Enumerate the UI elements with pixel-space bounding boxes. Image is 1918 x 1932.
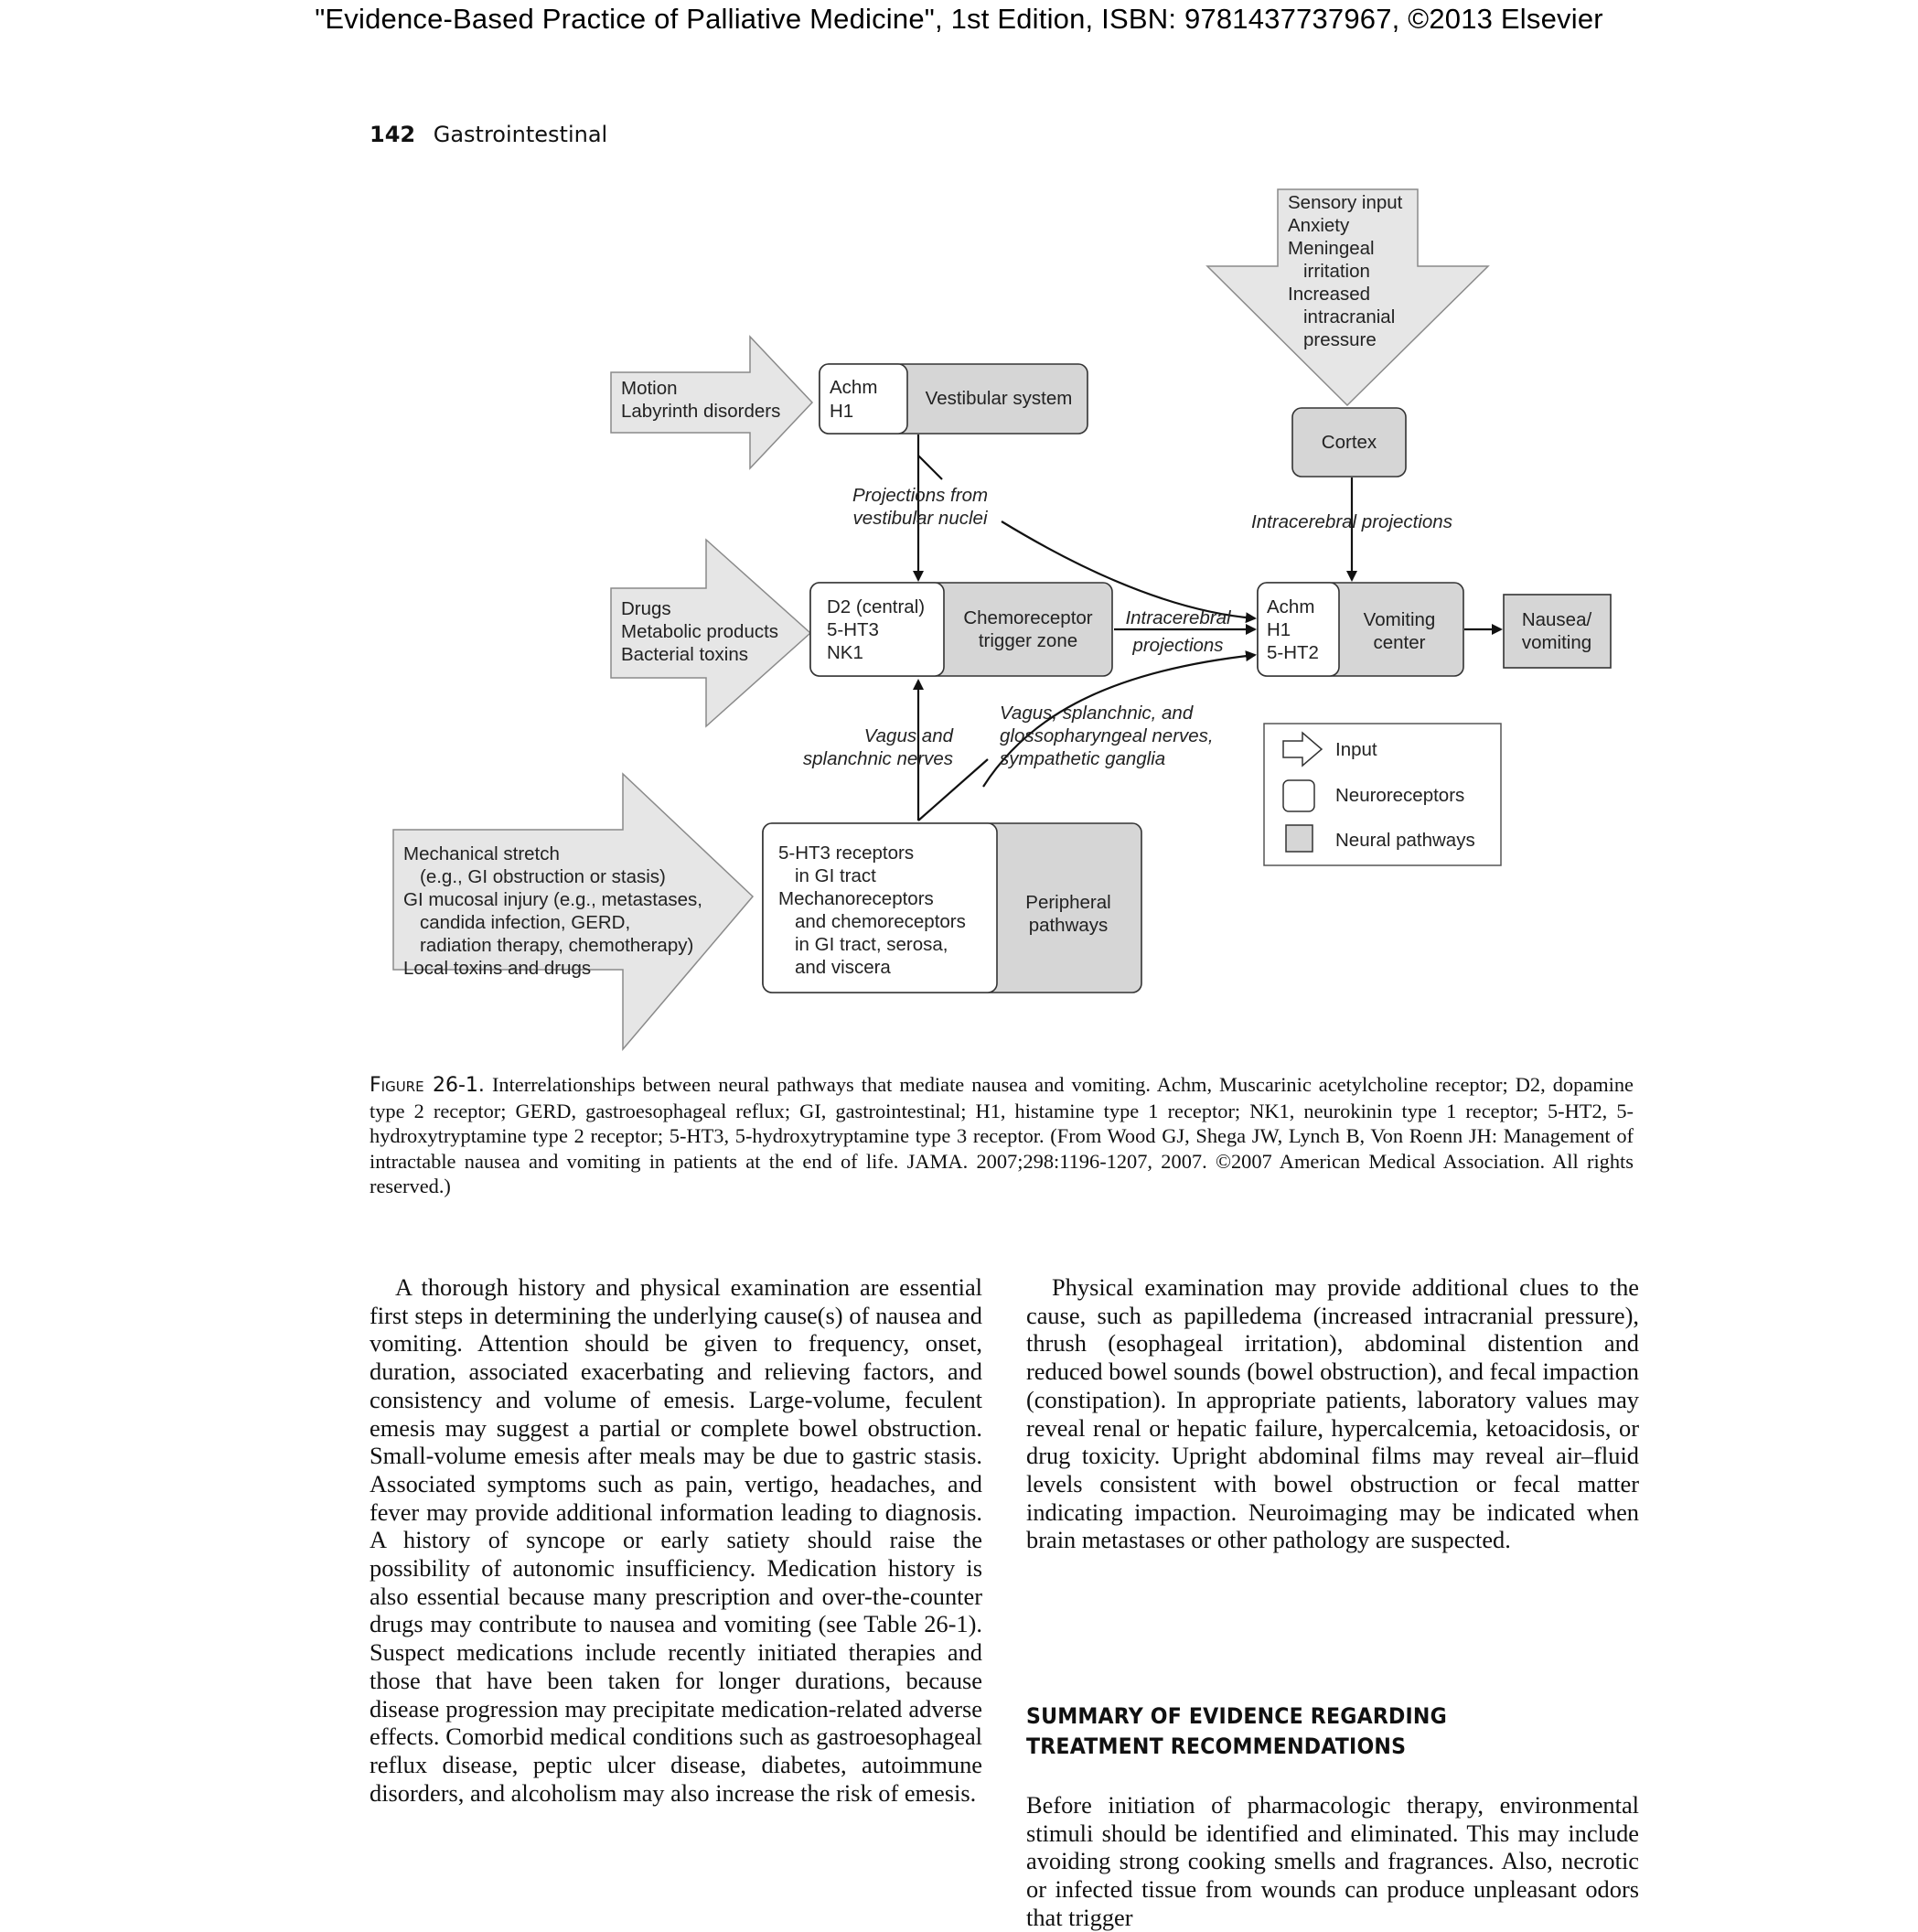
label-intracerebral-mid: projections: [1132, 635, 1224, 656]
input-peripheral-line: Local toxins and drugs: [403, 958, 592, 979]
input-ctz-line: Drugs: [621, 598, 671, 619]
peripheral-pathway-label: Peripheral: [1025, 892, 1111, 913]
cortex-label: Cortex: [1321, 432, 1377, 453]
input-peripheral-line: GI mucosal injury (e.g., metastases,: [403, 889, 702, 910]
peripheral-receptor: in GI tract: [795, 865, 876, 886]
paragraph: Before initiation of pharmacologic therapy, environmental stimuli should be identified and eliminated. This may include avoiding strong cooking smells and fragrances. Also, necrotic or infected tissue from wounds can produce unpleasant odors that trigger: [1026, 1791, 1639, 1931]
input-ctz-line: Metabolic products: [621, 621, 779, 642]
input-cortex-line: Increased: [1288, 284, 1371, 305]
paragraph: Physical examination may provide additional clues to the cause, such as papilledema (increased intracranial pressure), thrush (esophageal irritation), abdominal distention and reduced bowel sounds (bowel obstruction), and fecal impaction (constipation). In appropriate patients, laboratory values may reveal renal or hepatic failure, hypercalcemia, ketoacidosis, or drug toxicity. Upright abdominal films may reveal air–fluid levels consistent with bowel obstruction or fecal matter indicating impaction. Neuroimaging may be indicated when brain metastases or other pathology are suspected.: [1026, 1273, 1639, 1554]
watermark: "Evidence-Based Practice of Palliative Medicine", 1st Edition, ISBN: 9781437737967, ©2013 Elsevier: [315, 3, 1603, 35]
label-vagus-glosso: sympathetic ganglia: [1000, 748, 1166, 769]
input-peripheral-line: radiation therapy, chemotherapy): [420, 935, 694, 956]
ctz-receptor: D2 (central): [827, 596, 926, 617]
input-cortex-line: Meningeal: [1288, 238, 1375, 259]
legend-input-label: Input: [1335, 739, 1377, 760]
body-right-column-continued: [1026, 1791, 1639, 1932]
vc-pathway-label: Vomiting: [1363, 609, 1436, 630]
vc-pathway-label: center: [1373, 632, 1426, 653]
label-intracerebral-top: Intracerebral projections: [1251, 511, 1452, 532]
peripheral-receptor: and chemoreceptors: [795, 911, 966, 932]
node-chemoreceptor-trigger-zone: [810, 583, 1112, 676]
input-cortex-line: pressure: [1303, 329, 1377, 350]
ctz-receptor: 5-HT3: [827, 619, 879, 640]
legend-neural-pathways-label: Neural pathways: [1335, 830, 1475, 851]
caption-label: Figure 26-1.: [370, 1074, 485, 1097]
output-label: vomiting: [1521, 632, 1592, 653]
section-heading: SUMMARY OF EVIDENCE REGARDING TREATMENT RECOMMENDATIONS: [1026, 1703, 1447, 1759]
ctz-receptor: NK1: [827, 642, 863, 663]
caption-text: Interrelationships between neural pathways that mediate nausea and vomiting. Achm, Muscarinic acetylcholine receptor; D2, dopamine type 2 receptor; GERD, gastroesophageal reflux; GI, gastrointestinal; H1, histamine type 1 receptor; NK1, neurokinin type 1 receptor; 5-HT2, 5-hydroxytryptamine type 2 receptor; 5-HT3, 5-hydroxytryptamine type 3 receptor. (From Wood GJ, Shega JW, Lynch B, Von Roenn JH: Management of intractable nausea and vomiting in patients at the end of life. JAMA. 2007;298:1196-1207, 2007. ©2007 American Medical Association. All rights reserved.): [370, 1073, 1634, 1197]
input-cortex-line: Sensory input: [1288, 192, 1403, 213]
vestibular-receptor: H1: [830, 401, 854, 422]
section-name: Gastrointestinal: [433, 122, 608, 147]
label-intracerebral-mid: Intracerebral: [1125, 607, 1231, 628]
label-vagus-glosso: glossopharyngeal nerves,: [1000, 725, 1214, 746]
legend: [1264, 724, 1501, 865]
node-peripheral-pathways: [763, 823, 1141, 993]
vestibular-receptor: Achm: [830, 377, 878, 398]
legend-neural-pathways-swatch: [1286, 825, 1313, 852]
label-projections-vestibular: vestibular nuclei: [852, 508, 988, 529]
peripheral-receptor: 5-HT3 receptors: [778, 843, 915, 864]
input-peripheral-line: Mechanical stretch: [403, 843, 560, 864]
peripheral-receptor: and viscera: [795, 957, 891, 978]
node-cortex: [1292, 408, 1406, 477]
output-label: Nausea/: [1521, 609, 1592, 630]
edge-vestibular-bracket: [918, 456, 942, 479]
label-vagus-splanchnic: splanchnic nerves: [802, 748, 953, 769]
input-peripheral-line: (e.g., GI obstruction or stasis): [420, 866, 666, 887]
node-nausea-vomiting: [1504, 595, 1611, 668]
peripheral-pathway-label: pathways: [1028, 915, 1109, 936]
legend-neuroreceptors-label: Neuroreceptors: [1335, 785, 1465, 806]
body-right-column: [1026, 1273, 1639, 1554]
body-left-column: [370, 1273, 982, 1807]
vestibular-pathway-label: Vestibular system: [925, 388, 1073, 409]
page-number: 142: [370, 122, 416, 147]
ctz-pathway-label: trigger zone: [978, 630, 1078, 651]
input-cortex-line: irritation: [1303, 261, 1370, 282]
vc-receptor: 5-HT2: [1267, 642, 1319, 663]
input-vestibular-line: Labyrinth disorders: [621, 401, 781, 422]
vc-receptor: H1: [1267, 619, 1291, 640]
figure-caption: [370, 1072, 1634, 1199]
peripheral-receptor: in GI tract, serosa,: [795, 934, 948, 955]
label-vagus-glosso: Vagus, splanchnic, and: [1000, 703, 1194, 724]
input-vestibular-line: Motion: [621, 378, 678, 399]
legend-neuroreceptors-swatch: [1283, 780, 1314, 811]
input-cortex-line: Anxiety: [1288, 215, 1350, 236]
paragraph: A thorough history and physical examination are essential first steps in determining the underlying cause(s) of nausea and vomiting. Attention should be given to frequency, onset, duration, associated exacerbating and relieving factors, and consistency and volume of emesis. Large-volume, feculent emesis may suggest a partial or complete bowel obstruction. Small-volume emesis after meals may be due to gastric stasis. Associated symptoms such as pain, vertigo, headaches, and fever may provide additional information leading to diagnosis. A history of syncope or early satiety should raise the possibility of autonomic insufficiency. Medication history is also essential because many prescription and over-the-counter drugs may contribute to nausea and vomiting (see Table 26-1). Suspect medications include recently initiated therapies and those that have been taken for longer durations, because disease progression may precipitate medication-related adverse effects. Comorbid medical conditions such as gastroesophageal reflux disease, peptic ulcer disease, diabetes, autoimmune disorders, and alcoholism may also increase the risk of emesis.: [370, 1273, 982, 1807]
node-vestibular-system: [820, 364, 1088, 434]
input-ctz-line: Bacterial toxins: [621, 644, 749, 665]
label-projections-vestibular: Projections from: [852, 485, 989, 506]
peripheral-receptor: Mechanoreceptors: [778, 888, 934, 909]
node-vomiting-center: [1258, 583, 1463, 676]
ctz-pathway-label: Chemoreceptor: [963, 607, 1093, 628]
vc-receptor: Achm: [1267, 596, 1315, 617]
input-peripheral-line: candida infection, GERD,: [420, 912, 631, 933]
input-cortex-line: intracranial: [1303, 306, 1396, 327]
label-vagus-splanchnic: Vagus and: [863, 725, 953, 746]
